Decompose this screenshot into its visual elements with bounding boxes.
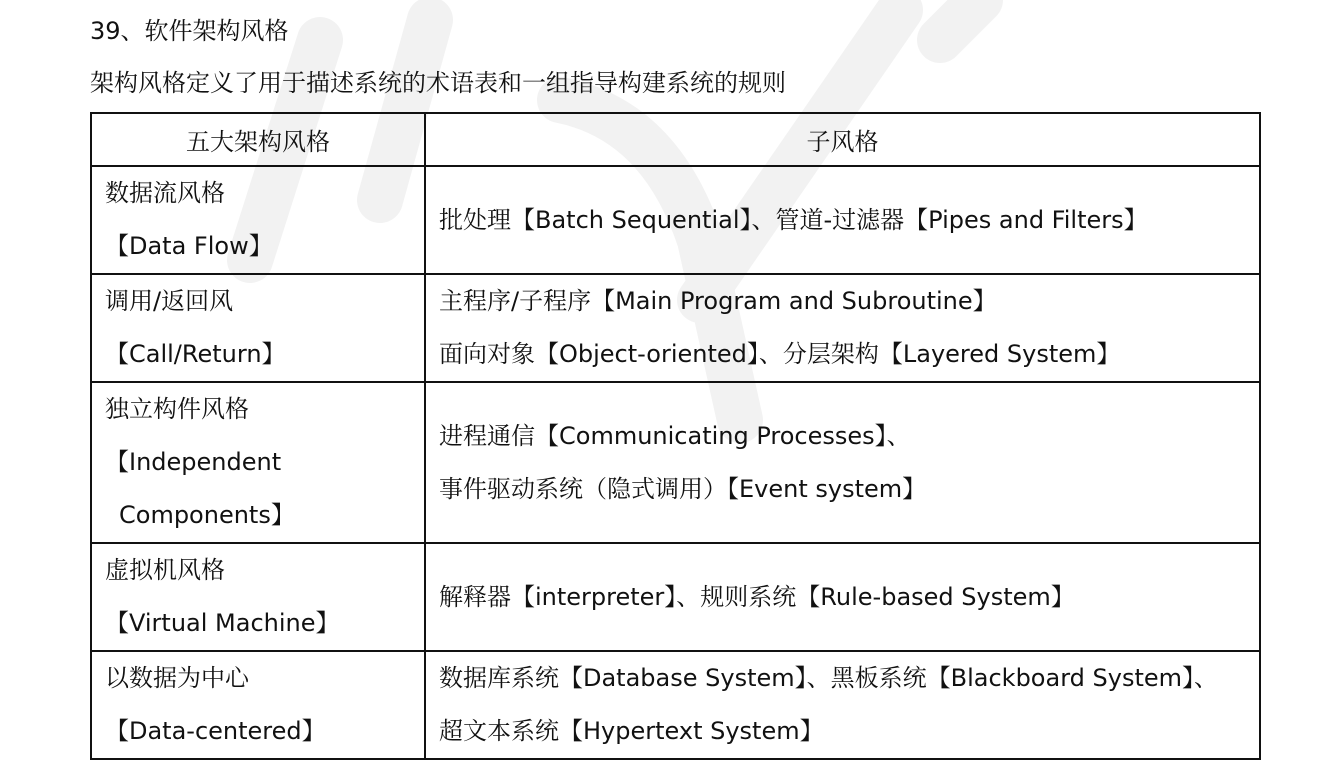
substyle-line: 面向对象【Object-oriented】、分层架构【Layered System】 bbox=[439, 340, 1121, 368]
substyle-line: 主程序/子程序【Main Program and Subroutine】 bbox=[439, 287, 997, 315]
substyle-line: 超文本系统【Hypertext System】 bbox=[439, 717, 824, 745]
substyle-cell bbox=[425, 543, 1260, 651]
style-name: 调用/返回风 bbox=[105, 287, 234, 315]
style-name: 以数据为中心 bbox=[105, 664, 249, 692]
substyle-cell bbox=[425, 166, 1260, 274]
style-name: 虚拟机风格 bbox=[105, 556, 225, 584]
table-row bbox=[91, 166, 1260, 274]
style-cell bbox=[91, 651, 425, 759]
style-english: 【Independent bbox=[105, 448, 282, 476]
style-name: 数据流风格 bbox=[105, 179, 225, 207]
table-row bbox=[91, 382, 1260, 543]
table-row bbox=[91, 274, 1260, 382]
section-title: 39、软件架构风格 bbox=[90, 17, 289, 45]
substyle-line: 数据库系统【Database System】、黑板系统【Blackboard System】、 bbox=[439, 664, 1219, 692]
style-cell bbox=[91, 274, 425, 382]
style-english: 【Data-centered】 bbox=[105, 717, 326, 745]
table-header-row bbox=[91, 113, 1260, 166]
style-english: 【Call/Return】 bbox=[105, 340, 286, 368]
style-cell bbox=[91, 382, 425, 543]
substyle-cell bbox=[425, 651, 1260, 759]
section-description: 架构风格定义了用于描述系统的术语表和一组指导构建系统的规则 bbox=[90, 69, 786, 97]
column-header-styles: 五大架构风格 bbox=[91, 113, 425, 166]
substyle-line: 批处理【Batch Sequential】、管道-过滤器【Pipes and Filters】 bbox=[439, 205, 1148, 234]
table-row bbox=[91, 651, 1260, 759]
column-header-substyles: 子风格 bbox=[425, 113, 1260, 166]
substyle-line: 事件驱动系统（隐式调用）【Event system】 bbox=[439, 474, 927, 503]
substyle-cell bbox=[425, 382, 1260, 543]
substyle-line: 进程通信【Communicating Processes】、 bbox=[439, 421, 911, 450]
substyle-cell bbox=[425, 274, 1260, 382]
architecture-styles-table bbox=[90, 112, 1261, 760]
style-english-continued: Components】 bbox=[119, 501, 295, 529]
style-cell bbox=[91, 543, 425, 651]
style-english: 【Virtual Machine】 bbox=[105, 609, 340, 637]
substyle-line: 解释器【interpreter】、规则系统【Rule-based System】 bbox=[439, 582, 1075, 611]
style-cell bbox=[91, 166, 425, 274]
style-english: 【Data Flow】 bbox=[105, 232, 273, 260]
table-row bbox=[91, 543, 1260, 651]
style-name: 独立构件风格 bbox=[105, 395, 249, 423]
